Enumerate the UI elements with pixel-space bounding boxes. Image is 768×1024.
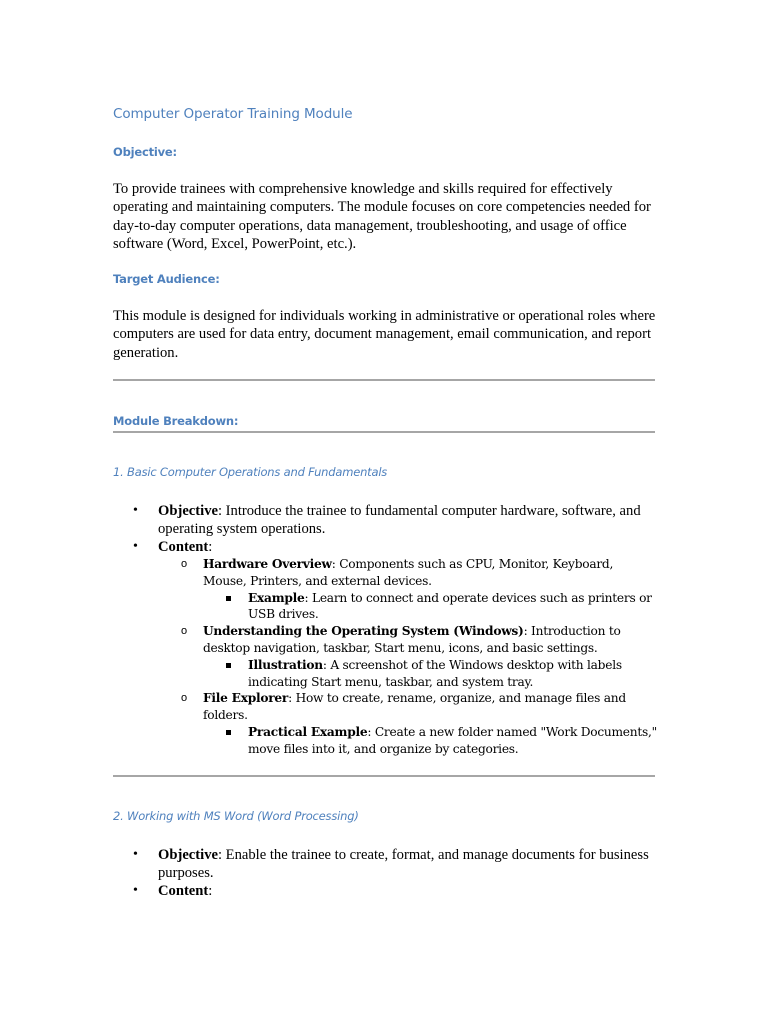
document-title: Computer Operator Training Module bbox=[113, 106, 353, 122]
detail-item bbox=[203, 724, 658, 758]
detail-item bbox=[203, 590, 658, 624]
item-text: : How to create, rename, organize, and manage files and folders. bbox=[203, 691, 626, 723]
module-breakdown-heading: Module Breakdown: bbox=[113, 414, 239, 428]
objective-label: Objective bbox=[158, 503, 218, 519]
detail-sublist bbox=[203, 657, 658, 691]
sub-list-item bbox=[158, 690, 658, 757]
target-audience-paragraph: This module is designed for individuals working in administrative or operational roles where computers are used for data entry, document management, email communication, and report generation. bbox=[113, 308, 656, 361]
content-label: Content bbox=[158, 883, 209, 899]
section1-list bbox=[113, 502, 658, 758]
list-item bbox=[113, 846, 658, 882]
detail-text: : Create a new folder named "Work Documents," move files into it, and organize by categories. bbox=[248, 724, 657, 756]
content-colon: : bbox=[208, 883, 213, 899]
detail-item bbox=[203, 657, 658, 691]
sub-list-item bbox=[158, 556, 658, 623]
detail-sublist bbox=[203, 724, 658, 758]
list-item bbox=[113, 538, 658, 758]
objective-paragraph: To provide trainees with comprehensive knowledge and skills required for effectively operating and maintaining computers. The module focuses on core competencies needed for day-to-day computer operations, data management, troubleshooting, and usage of office software (Word, Excel, PowerPoint, etc.). bbox=[113, 181, 651, 252]
content-sublist bbox=[158, 556, 658, 758]
section1-heading: 1. Basic Computer Operations and Fundamentals bbox=[113, 465, 388, 479]
divider bbox=[113, 775, 655, 777]
divider bbox=[113, 431, 655, 433]
objective-text: : Enable the trainee to create, format, and manage documents for business purposes. bbox=[158, 847, 649, 881]
list-item bbox=[113, 882, 658, 900]
detail-label: Practical Example bbox=[248, 724, 368, 739]
sub-list-item bbox=[158, 623, 658, 690]
detail-label: Example bbox=[248, 590, 305, 605]
divider bbox=[113, 379, 655, 381]
detail-text: : Learn to connect and operate devices such as printers or USB drives. bbox=[248, 590, 652, 622]
item-label: Understanding the Operating System (Windows) bbox=[203, 624, 524, 639]
item-text: : Components such as CPU, Monitor, Keyboard, Mouse, Printers, and external devices. bbox=[203, 557, 614, 588]
target-audience-heading: Target Audience: bbox=[113, 272, 220, 286]
section2-heading: 2. Working with MS Word (Word Processing) bbox=[113, 809, 359, 823]
detail-text: : A screenshot of the Windows desktop with labels indicating Start menu, taskbar, and system tray. bbox=[248, 657, 622, 689]
detail-label: Illustration bbox=[248, 657, 323, 672]
item-label: Hardware Overview bbox=[203, 557, 332, 571]
objective-text: : Introduce the trainee to fundamental computer hardware, software, and operating system operations. bbox=[158, 503, 641, 537]
objective-label: Objective bbox=[158, 847, 218, 863]
detail-sublist bbox=[203, 590, 658, 624]
objective-heading: Objective: bbox=[113, 145, 177, 159]
section2-list bbox=[113, 846, 658, 900]
content-label: Content bbox=[158, 539, 209, 555]
list-item bbox=[113, 502, 658, 538]
content-colon: : bbox=[208, 539, 213, 555]
item-label: File Explorer bbox=[203, 691, 289, 706]
item-text: : Introduction to desktop navigation, taskbar, Start menu, icons, and basic settings. bbox=[203, 624, 621, 655]
